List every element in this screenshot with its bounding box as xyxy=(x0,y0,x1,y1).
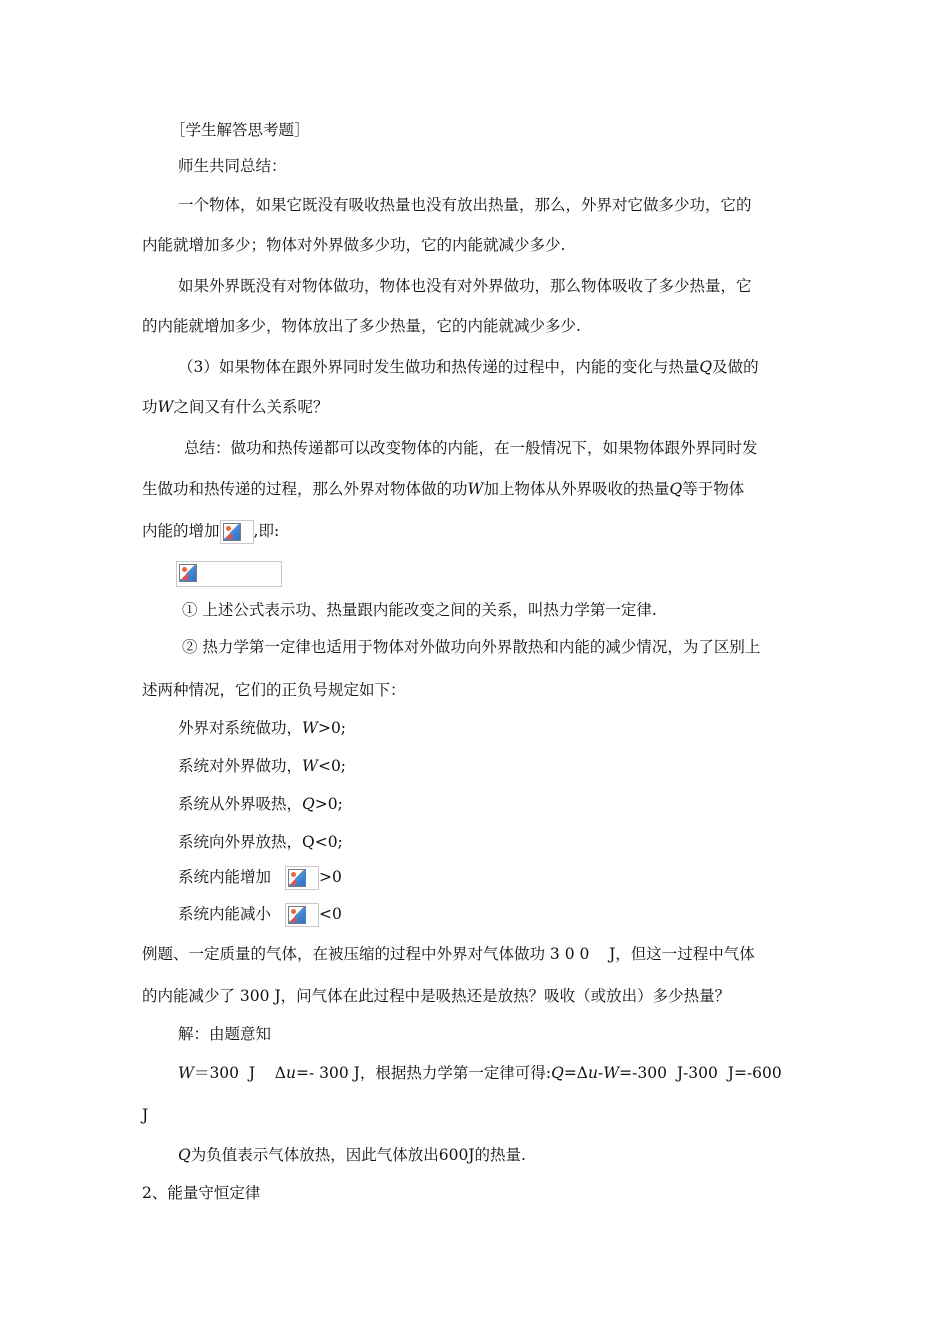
sign-rule-heat-absorbed xyxy=(178,794,343,814)
variable-w: W xyxy=(467,480,484,498)
variable-w: W xyxy=(603,1064,620,1082)
text: 等于物体 xyxy=(682,480,745,498)
paragraph-no-heat-line2 xyxy=(142,235,565,255)
text: ［学生解答思考题］ xyxy=(170,121,310,139)
text: 的内能减少了 300 J，问气体在此过程中是吸热还是放热？吸收（或放出）多少热量？ xyxy=(142,987,731,1005)
variable-q: Q xyxy=(699,358,713,376)
variable-w: W xyxy=(302,757,318,775)
text: 内能的增加 xyxy=(142,522,220,540)
sign-rule-heat-released xyxy=(178,832,343,852)
paragraph-no-heat-line1 xyxy=(178,195,752,215)
variable-q: Q xyxy=(551,1064,564,1082)
text: ② 热力学第一定律也适用于物体对外做功向外界散热和内能的减少情况，为了区别上 xyxy=(182,638,761,656)
variable-q: Q xyxy=(302,795,315,813)
text: J xyxy=(142,1106,149,1124)
paragraph-conclusion-line2 xyxy=(142,479,744,499)
text: 2、能量守恒定律 xyxy=(142,1184,261,1202)
broken-image-icon xyxy=(176,561,282,587)
text: =-300 J-300 J=-600 xyxy=(619,1064,782,1082)
text: 如果外界既没有对物体做功，物体也没有对外界做功，那么物体吸收了多少热量，它 xyxy=(178,277,752,295)
text: <0 xyxy=(319,905,342,923)
text: 及做的 xyxy=(712,358,759,376)
text: ＝300 J Δ xyxy=(193,1064,286,1082)
paragraph-first-law xyxy=(182,600,657,620)
paragraph-conclusion-line1 xyxy=(184,438,758,458)
text: 生做功和热传递的过程，那么外界对物体做的功 xyxy=(142,480,468,498)
variable-u: u xyxy=(286,1064,296,1082)
text: 外界对系统做功， xyxy=(178,719,303,737)
paragraph-conclusion-line3 xyxy=(142,520,279,544)
text: 师生共同总结： xyxy=(178,157,287,175)
paragraph-no-work-line1 xyxy=(178,276,752,296)
text: =- 300 J，根据热力学第一定律可得: xyxy=(295,1064,552,1082)
variable-q: Q xyxy=(669,480,683,498)
variable-w: W xyxy=(178,1064,194,1082)
text: <0; xyxy=(317,757,347,775)
sign-rule-work-by-system xyxy=(178,756,346,776)
paragraph-student-answer xyxy=(170,120,310,140)
formula-image-row xyxy=(176,561,282,587)
text: >0 xyxy=(319,868,342,886)
text: >0; xyxy=(317,719,347,737)
paragraph-sign-line1 xyxy=(182,637,760,657)
solution-unit xyxy=(142,1105,148,1125)
variable-q: Q xyxy=(178,1146,191,1164)
paragraph-question-line2 xyxy=(142,397,328,417)
example-line1 xyxy=(142,944,755,964)
text: 系统从外界吸热， xyxy=(178,795,303,813)
variable-w: W xyxy=(302,719,318,737)
solution-conclusion xyxy=(178,1145,526,1165)
paragraph-sign-line2 xyxy=(142,680,406,700)
broken-image-icon xyxy=(220,520,254,544)
solution-equation xyxy=(178,1063,782,1083)
variable-u: u xyxy=(588,1064,598,1082)
text: 的内能就增加多少，物体放出了多少热量，它的内能就减少多少. xyxy=(142,317,581,335)
text: 例题、一定质量的气体，在被压缩的过程中外界对气体做功 3 0 0 J，但这一过程中气体 xyxy=(142,945,755,963)
text: 功 xyxy=(142,398,158,416)
text: 述两种情况，它们的正负号规定如下： xyxy=(142,681,406,699)
text: >0; xyxy=(314,795,343,813)
text: ① 上述公式表示功、热量跟内能改变之间的关系，叫热力学第一定律. xyxy=(182,601,657,619)
text: （3）如果物体在跟外界同时发生做功和热传递的过程中，内能的变化与热量 xyxy=(178,358,700,376)
text: 系统对外界做功， xyxy=(178,757,303,775)
text: 解：由题意知 xyxy=(178,1025,272,1043)
text: 内能就增加多少；物体对外界做多少功，它的内能就减少多少. xyxy=(142,236,566,254)
paragraph-no-work-line2 xyxy=(142,316,581,336)
example-line2 xyxy=(142,986,730,1006)
text: 系统向外界放热，Q<0; xyxy=(178,833,343,851)
text: 一个物体，如果它既没有吸收热量也没有放出热量，那么，外界对它做多少功，它的 xyxy=(178,196,752,214)
text: 为负值表示气体放热，因此气体放出600J的热量. xyxy=(190,1146,526,1164)
variable-w: W xyxy=(157,398,174,416)
sign-rule-work-on-system xyxy=(178,718,346,738)
text: =Δ xyxy=(563,1064,588,1082)
text: 加上物体从外界吸收的热量 xyxy=(483,480,670,498)
text: - xyxy=(597,1064,604,1082)
sign-rule-energy-increase xyxy=(178,866,342,890)
paragraph-question-line1 xyxy=(178,357,759,377)
section-heading-energy-conservation xyxy=(142,1183,260,1203)
text: 总结：做功和热传递都可以改变物体的内能，在一般情况下，如果物体跟外界同时发 xyxy=(184,439,758,457)
text: 系统内能增加 xyxy=(178,868,272,886)
text: 系统内能减小 xyxy=(178,905,272,923)
broken-image-icon xyxy=(285,866,319,890)
text: ,即: xyxy=(253,522,280,540)
text: 之间又有什么关系呢？ xyxy=(173,398,329,416)
broken-image-icon xyxy=(285,903,319,927)
paragraph-summary-heading xyxy=(178,156,287,176)
solution-intro xyxy=(178,1024,271,1044)
sign-rule-energy-decrease xyxy=(178,903,342,927)
